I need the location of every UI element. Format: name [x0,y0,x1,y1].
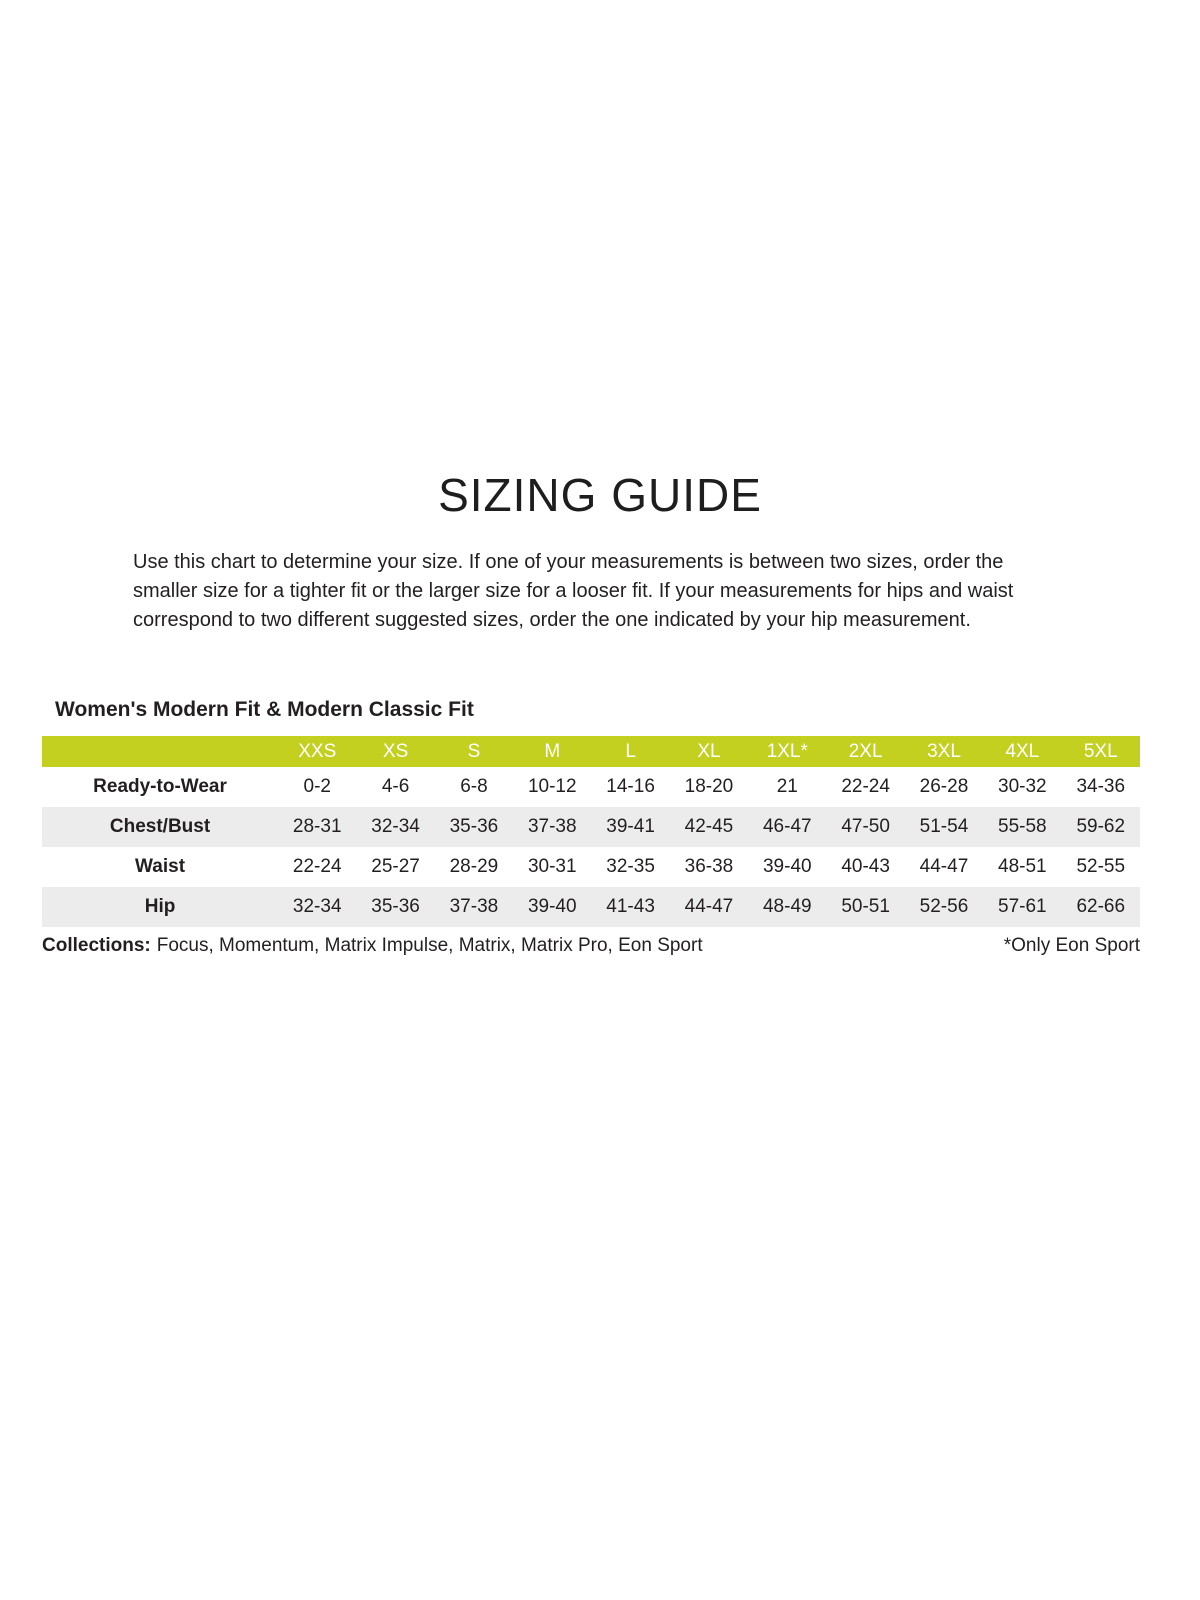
size-value-cell: 48-51 [998,856,1047,877]
size-value-cell: 32-35 [606,856,655,877]
size-value-cell: 35-36 [371,896,420,917]
size-value-cell: 41-43 [606,896,655,917]
size-value-cell: 59-62 [1076,816,1126,837]
size-value-cell: 55-58 [998,816,1047,837]
size-value-cell: 37-38 [527,816,577,837]
size-value-cell: 4-6 [381,776,410,797]
section-heading-womens-modern-fit: Women's Modern Fit & Modern Classic Fit [55,698,474,721]
size-column-header: 4XL [983,736,1061,767]
size-value-cell: 28-29 [449,856,499,877]
size-value-cell: 47-50 [841,816,890,837]
size-value-cell: 6-8 [460,776,488,797]
size-column-header: L [591,736,669,767]
size-column-header: XS [356,736,434,767]
size-value-cell: 52-55 [1076,856,1126,877]
size-value-cell: 36-38 [684,856,734,877]
size-value-cell: 22-24 [292,856,342,877]
table-row [42,767,1140,807]
size-value-cell: 44-47 [684,896,734,917]
header-corner-cell [42,736,278,767]
size-value-cell: 52-56 [919,896,969,917]
size-column-header: S [435,736,513,767]
size-value-cell: 28-31 [292,816,342,837]
size-column-header: 1XL* [748,736,826,767]
collections-names: Focus, Momentum, Matrix Impulse, Matrix, Matrix Pro, Eon Sport [156,935,703,956]
size-value-cell: 37-38 [449,896,499,917]
size-value-cell: 21 [776,776,798,797]
size-value-cell: 10-12 [527,776,577,797]
size-value-cell: 40-43 [841,856,890,877]
size-value-cell: 18-20 [684,776,734,797]
size-table [42,736,1140,927]
size-column-header: 3XL [905,736,983,767]
size-column-header: XXS [278,736,356,767]
table-row [42,887,1140,927]
table-row [42,847,1140,887]
size-value-cell: 22-24 [841,776,890,797]
size-value-cell: 51-54 [919,816,969,837]
size-value-cell: 0-2 [303,776,331,797]
size-value-cell: 62-66 [1076,896,1126,917]
footnote-only-eon-sport: *Only Eon Sport [1003,935,1140,956]
collections-text [42,935,703,957]
size-value-cell: 34-36 [1076,776,1126,797]
size-value-cell: 39-40 [762,856,812,877]
collections-label: Collections: [42,935,151,956]
size-table-head [42,736,1140,767]
table-row [42,807,1140,847]
size-value-cell: 57-61 [998,896,1047,917]
size-value-cell: 35-36 [449,816,499,837]
size-column-header: 2XL [826,736,904,767]
page-title: SIZING GUIDE [438,469,762,521]
size-header-row [42,736,1140,767]
row-label: Waist [135,856,186,877]
size-value-cell: 30-31 [527,856,577,877]
row-label: Hip [144,896,176,917]
collections-line [42,935,1140,957]
size-value-cell: 42-45 [684,816,734,837]
size-value-cell: 50-51 [841,896,890,917]
size-value-cell: 39-41 [606,816,655,837]
size-value-cell: 25-27 [371,856,420,877]
size-column-header: M [513,736,591,767]
size-table-body [42,767,1140,927]
size-value-cell: 26-28 [919,776,969,797]
row-label: Chest/Bust [109,816,211,837]
size-value-cell: 32-34 [371,816,420,837]
size-value-cell: 14-16 [606,776,655,797]
size-value-cell: 39-40 [527,896,577,917]
size-value-cell: 30-32 [998,776,1047,797]
size-value-cell: 32-34 [292,896,342,917]
row-label: Ready-to-Wear [93,776,227,797]
size-value-cell: 46-47 [762,816,812,837]
size-value-cell: 48-49 [762,896,812,917]
size-value-cell: 44-47 [919,856,969,877]
size-table-container [42,736,1140,927]
size-column-header: XL [670,736,748,767]
intro-paragraph: Use this chart to determine your size. If one of your measurements is between two sizes, order the smaller size for a tighter fit or the larger size for a looser fit. If your measurements for hips and waist correspond to two different suggested sizes, order the one indicated by your hip measurement. [133,551,1014,631]
size-column-header: 5XL [1062,736,1141,767]
